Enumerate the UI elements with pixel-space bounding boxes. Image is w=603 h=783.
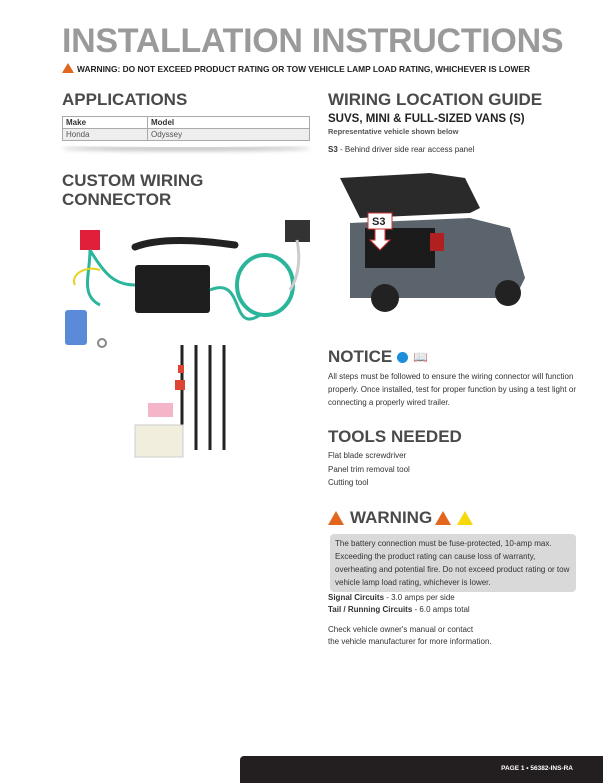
applications-table (62, 116, 310, 141)
vehicle-caption: Representative vehicle shown below (328, 127, 459, 136)
wiring-guide-heading: WIRING LOCATION GUIDE (328, 90, 543, 109)
location-text: - Behind driver side rear access panel (340, 145, 475, 154)
signal-value: - 3.0 amps per side (386, 593, 455, 602)
notice-text: All steps must be followed to ensure the wiring connector will function properly. Once installed, test for proper function by using a test light or connecting a properly wired trailer. (328, 372, 576, 407)
s3-callout-text: S3 (372, 216, 386, 228)
column-header: Make (63, 117, 148, 129)
tail-value: - 6.0 amps total (414, 605, 470, 614)
tool-item: Panel trim removal tool (328, 464, 410, 474)
tail-label: Tail / Running Circuits (328, 605, 413, 614)
fuse-holder (148, 403, 173, 417)
vehicle-category: SUVS, MINI & FULL-SIZED VANS (S) (328, 113, 525, 125)
warning-icon (328, 511, 344, 525)
manual-book-icon: 📖 (413, 350, 429, 364)
connector-heading-line2: CONNECTOR (62, 190, 172, 209)
warning-heading (328, 508, 476, 528)
instruction-pad (135, 425, 183, 457)
signal-label: Signal Circuits (328, 593, 385, 602)
warning-icon (62, 63, 74, 73)
check-manual-text (328, 624, 492, 648)
vehicle-image (330, 168, 530, 318)
location-code: S3 (328, 145, 338, 154)
page-footer: PAGE 1 • 56382-INS-RA (240, 756, 603, 783)
notice-info-icon (397, 352, 408, 363)
blue-connector (65, 310, 87, 345)
electrical-hazard-icon (457, 511, 473, 525)
tool-item: Flat blade screwdriver (328, 451, 407, 460)
warning-box: The battery connection must be fuse-protected, 10-amp max. Exceeding the product rating can cause loss of warranty, overheating and potential fire. Do not exceed product rating or tow vehicle lamp load rating, whichever is lower. (330, 534, 576, 592)
connector-heading-line1: CUSTOM WIRING (62, 171, 204, 190)
cell-make: Honda (63, 129, 148, 141)
column-header: Model (148, 117, 310, 129)
page-title: INSTALLATION INSTRUCTIONS (62, 22, 564, 60)
check-line-2: the vehicle manufacturer for more information. (328, 637, 492, 646)
tools-list (328, 449, 410, 490)
connector-heading (62, 171, 203, 209)
module-box (135, 265, 210, 313)
notice-heading (328, 347, 428, 367)
warning-icon (435, 511, 451, 525)
tools-heading: TOOLS NEEDED (328, 427, 462, 446)
cell-model: Odyssey (148, 129, 310, 141)
location-description (328, 143, 474, 157)
tool-item: Cutting tool (328, 478, 369, 487)
top-warning (62, 63, 592, 75)
red-connector (80, 230, 100, 250)
table-row (63, 129, 310, 141)
applications-heading: APPLICATIONS (62, 90, 188, 109)
plug-connector (285, 220, 310, 242)
circuit-ratings (328, 592, 470, 616)
warning-heading-text: WARNING (350, 508, 433, 527)
table-shadow (62, 142, 310, 147)
wiring-harness-image (60, 215, 325, 465)
top-warning-text: WARNING: DO NOT EXCEED PRODUCT RATING OR TOW VEHICLE LAMP LOAD RATING, WHICHEVER IS LOWER (77, 64, 531, 74)
check-line-1: Check vehicle owner's manual or contact (328, 625, 474, 634)
notice-heading-text: NOTICE (328, 347, 393, 366)
